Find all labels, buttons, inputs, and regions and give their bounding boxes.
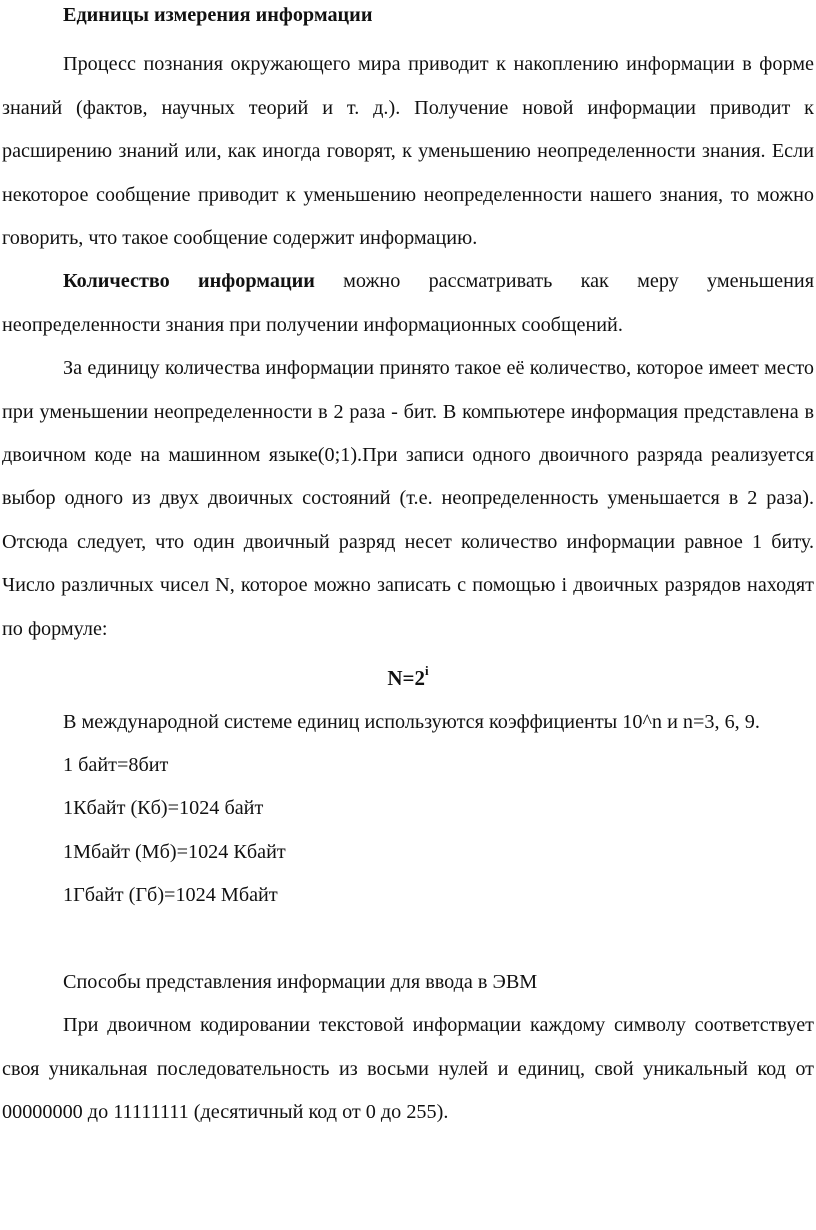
paragraph-binary-encoding: При двоичном кодировании текстовой информации каждому символу соответствует своя уникальная последовательность из восьми нулей и единиц, свой уникальный код от 00000000 до 11111111 (десятичный код от 0 до 255). (2, 1014, 814, 1124)
formula (2, 651, 814, 700)
unit-line: 1Гбайт (Гб)=1024 Мбайт (63, 884, 278, 907)
subheading: Способы представления информации для ввода в ЭВМ (63, 970, 538, 993)
formula-exponent: i (425, 663, 429, 679)
unit-line: 1Мбайт (Мб)=1024 Кбайт (63, 840, 286, 863)
paragraph-knowledge: Процесс познания окружающего мира приводит к накоплению информации в форме знаний (фактов, научных теорий и т. д.). Получение новой информации приводит к расширению знаний или, как иногда говорят, к уменьшению неопределенности знания. Если некоторое сообщение приводит к уменьшению неопределенности нашего знания, то можно говорить, что такое сообщение содержит информацию. (2, 53, 814, 250)
spacer (2, 918, 814, 961)
term-information-amount: Количество информации (63, 270, 315, 293)
paragraph-information-amount (2, 260, 814, 347)
section-heading: Единицы измерения информации (63, 4, 373, 26)
paragraph-bit-unit: За единицу количества информации принято такое её количество, которое имеет место при уменьшении неопределенности в 2 раза - бит. В компьютере информация представлена в двоичном коде на машинном языке(0;1).При записи одного двоичного разряда реализуется выбор одного из двух двоичных состояний (т.е. неопределенность уменьшается в 2 раза). Отсюда следует, что один двоичный разряд несет количество информации равное 1 биту. Число различных чисел N, которое можно записать с помощью i двоичных разрядов находят по формуле: (2, 357, 814, 640)
unit-line: 1 байт=8бит (63, 753, 169, 776)
paragraph-coefficients: В международной системе единиц используются коэффициенты 10^n и n=3, 6, 9. (63, 710, 760, 733)
unit-line: 1Кбайт (Кб)=1024 байт (63, 797, 264, 820)
formula-base: N=2 (387, 666, 425, 691)
paragraph-information-amount-text: можно рассматривать как меру уменьшения неопределенности знания при получении информационных сообщений. (2, 270, 815, 336)
